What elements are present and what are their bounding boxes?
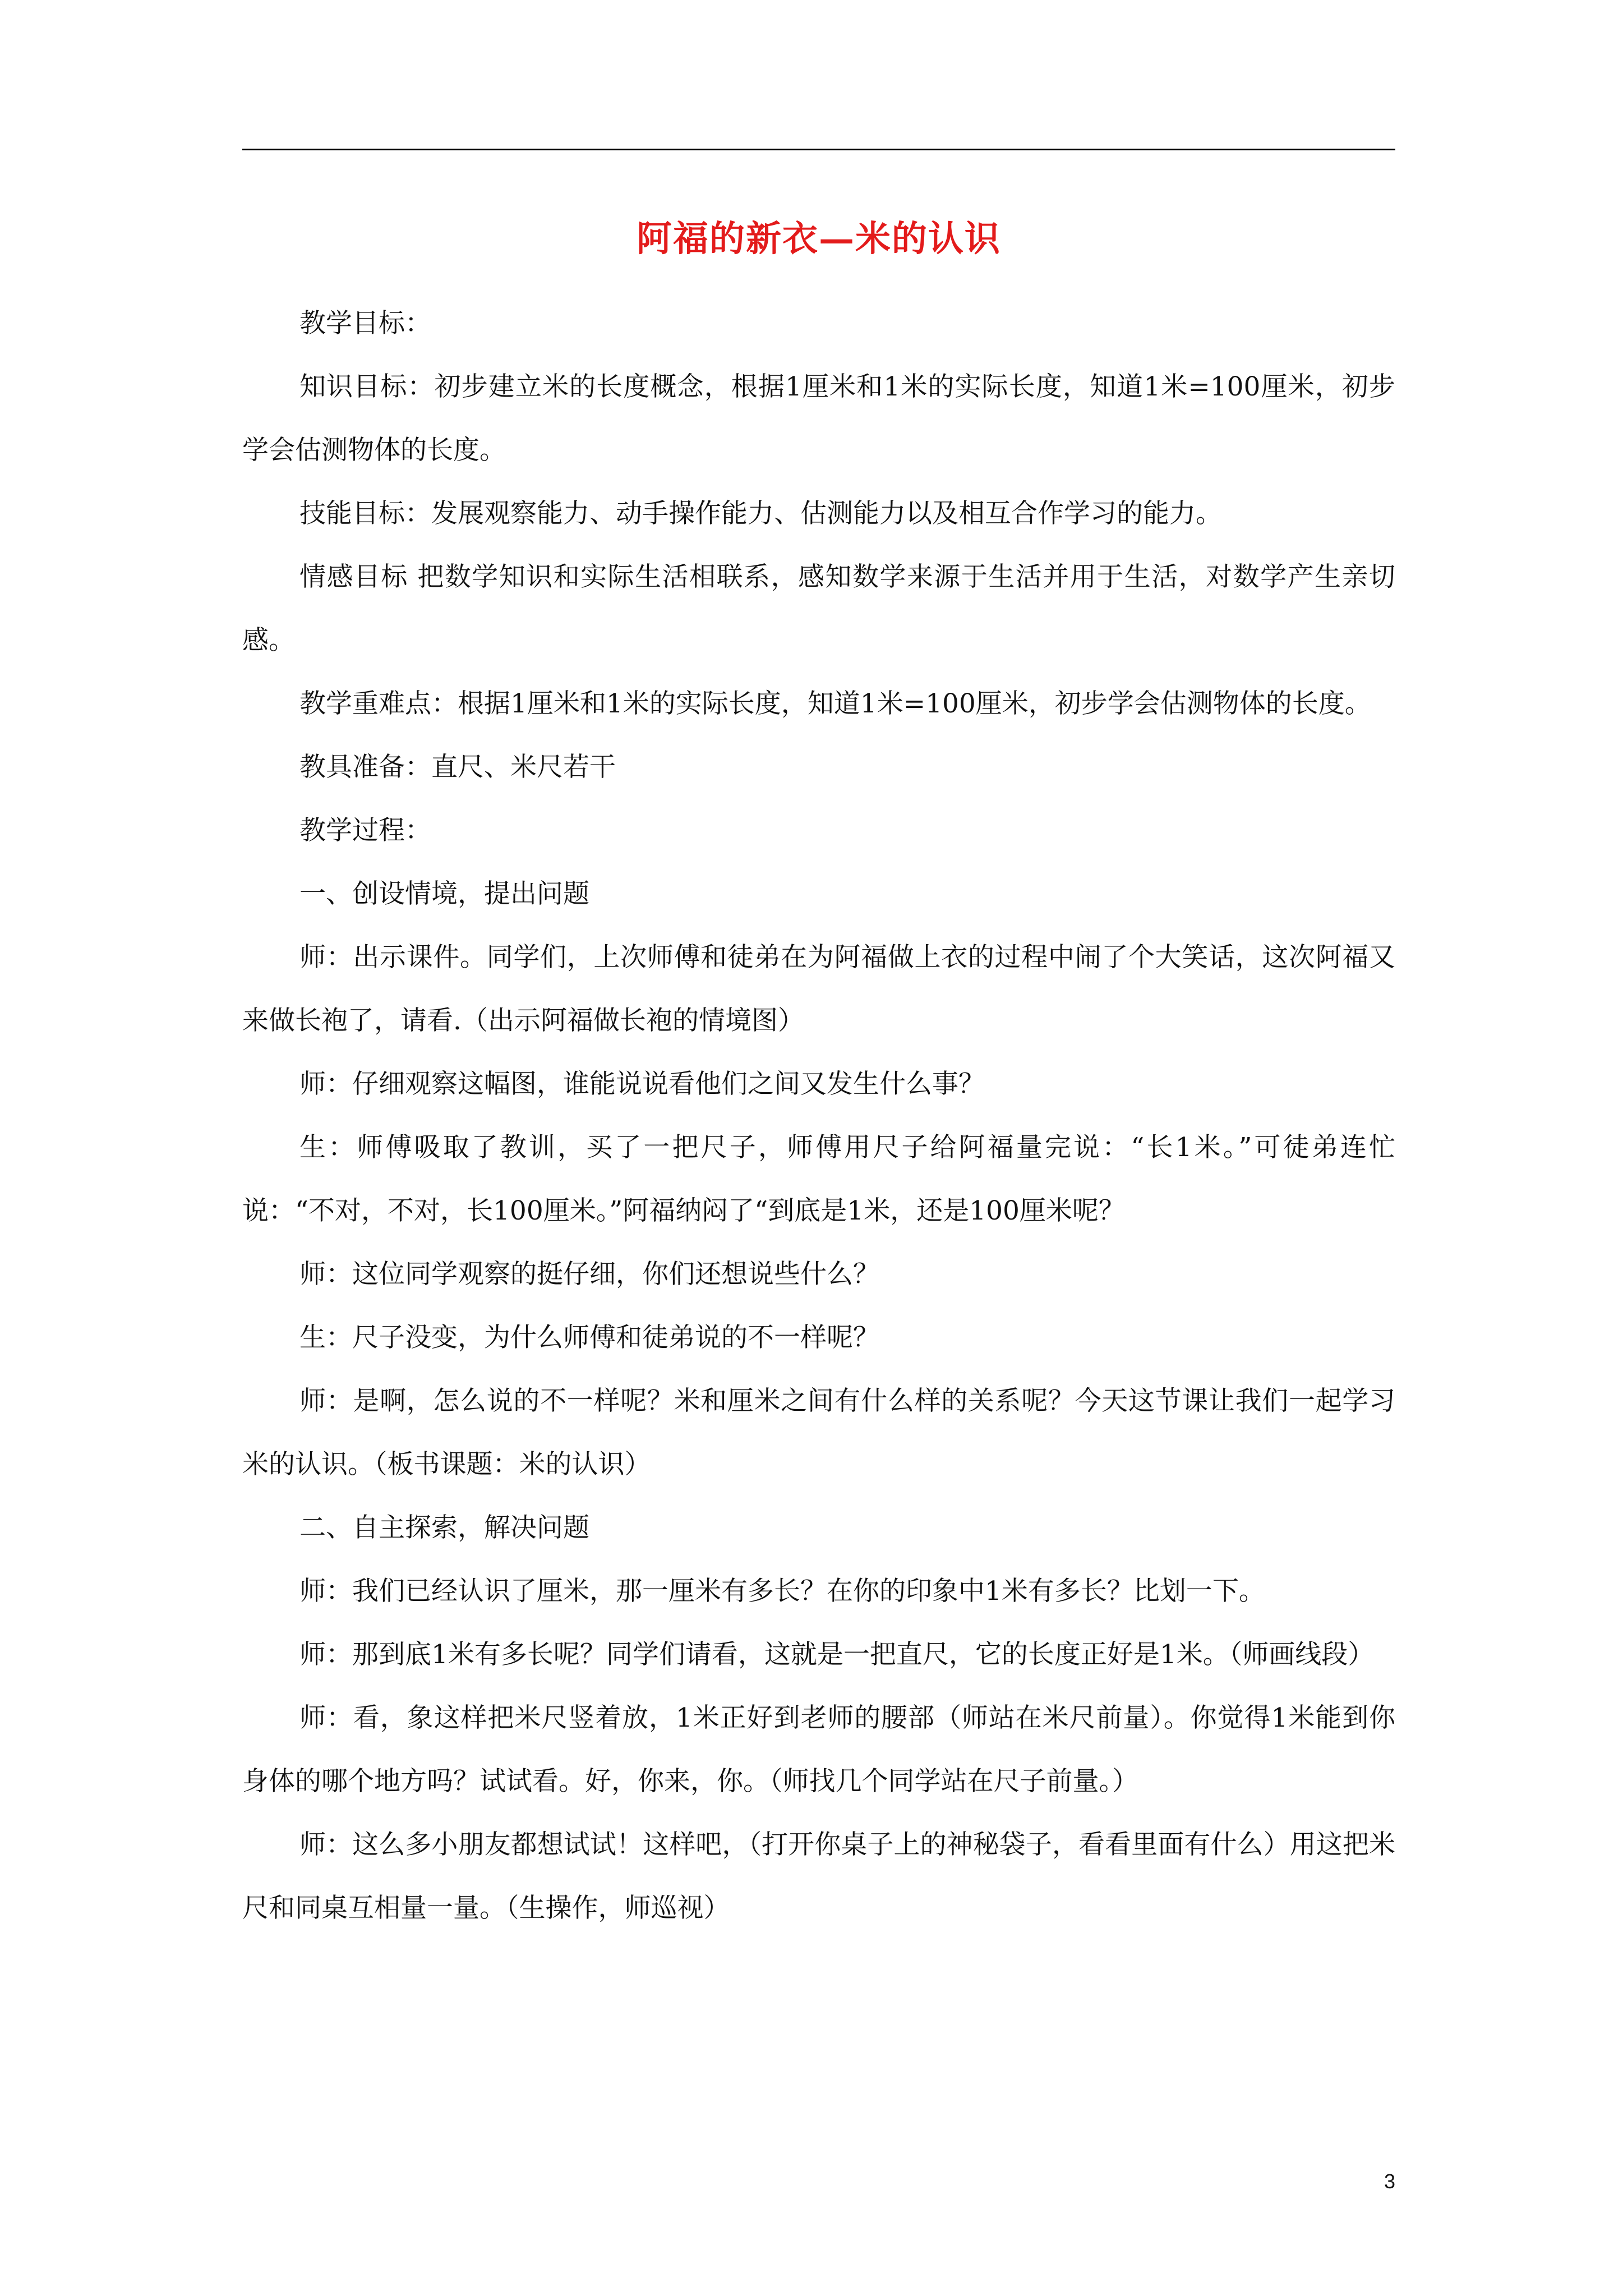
page-number: 3 [1384,2170,1395,2193]
paragraph-dialogue: 师：仔细观察这幅图，谁能说说看他们之间又发生什么事？ [299,1069,985,1099]
paragraph-dialogue: 师：这位同学观察的挺仔细，你们还想说些什么？ [299,1259,879,1290]
document-title: 阿福的新衣—米的认识 [637,218,1001,259]
paragraph-dialogue: 师：那到底1米有多长呢？同学们请看，这就是一把直尺，它的长度正好是1米。（师画线段） [299,1639,1375,1670]
section-heading-1: 一、创设情境，提出问题 [299,878,589,909]
paragraph-key-points: 教学重难点：根据1厘米和1米的实际长度，知道1米=100厘米，初步学会估测物体的长度。 [299,688,1371,719]
document-body [242,292,1395,1940]
paragraph-dialogue: 师：看，象这样把米尺竖着放，1米正好到老师的腰部（师站在米尺前量）。你觉得1米能到你身体的哪个地方吗？试试看。好，你来，你。（师找几个同学站在尺子前量。） [242,1703,1395,1797]
paragraph-teaching-goals: 教学目标： [299,308,431,339]
paragraph-dialogue: 师：出示课件。同学们，上次师傅和徒弟在为阿福做上衣的过程中闹了个大笑话，这次阿福又来做长袍了，请看.（出示阿福做长袍的情境图） [242,942,1395,1036]
paragraph-dialogue: 师：这么多小朋友都想试试！这样吧，（打开你桌子上的神秘袋子，看看里面有什么）用这把米尺和同桌互相量一量。（生操作，师巡视） [242,1829,1395,1924]
paragraph-teaching-process: 教学过程： [299,815,431,846]
header-rule [242,149,1395,150]
paragraph-teaching-aids: 教具准备：直尺、米尺若干 [299,752,616,783]
section-heading-2: 二、自主探索，解决问题 [299,1512,589,1543]
paragraph-emotion-goal: 情感目标 把数学知识和实际生活相联系，感知数学来源于生活并用于生活，对数学产生亲切感。 [242,562,1395,656]
paragraph-dialogue: 生：师傅吸取了教训，买了一把尺子，师傅用尺子给阿福量完说：“长1米。”可徒弟连忙说：“不对，不对，长100厘米。”阿福纳闷了“到底是1米，还是100厘米呢？ [242,1132,1395,1226]
paragraph-skill-goal: 技能目标：发展观察能力、动手操作能力、估测能力以及相互合作学习的能力。 [299,498,1222,529]
paragraph-dialogue: 师：我们已经认识了厘米，那一厘米有多长？在你的印象中1米有多长？比划一下。 [299,1576,1265,1607]
paragraph-dialogue: 生：尺子没变，为什么师傅和徒弟说的不一样呢？ [299,1322,879,1353]
paragraph-dialogue: 师：是啊，怎么说的不一样呢？米和厘米之间有什么样的关系呢？今天这节课让我们一起学习米的认识。（板书课题：米的认识） [242,1386,1395,1480]
paragraph-knowledge-goal: 知识目标：初步建立米的长度概念，根据1厘米和1米的实际长度，知道1米=100厘米，初步学会估测物体的长度。 [242,371,1395,466]
